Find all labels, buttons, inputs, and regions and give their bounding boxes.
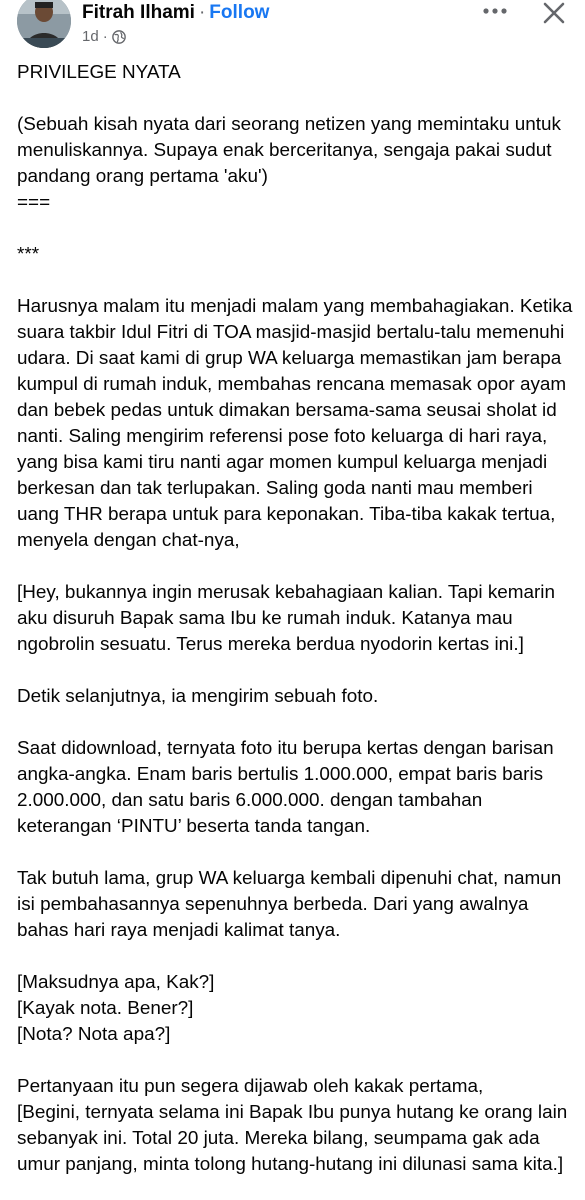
avatar-photo xyxy=(17,0,71,48)
post-text xyxy=(17,60,577,1178)
post-meta xyxy=(82,27,126,47)
more-horizontal-icon xyxy=(482,7,508,15)
post-paragraph: Tak butuh lama, grup WA keluarga kembali dipenuhi chat, namun isi pembahasannya sepenuhnya berbeda. Dari yang awalnya bahas hari raya menjadi kalimat tanya. xyxy=(17,868,562,941)
meta-separator: · xyxy=(102,28,108,45)
post-paragraph-intro: (Sebuah kisah nyata dari seorang netizen yang memintaku untuk menuliskannya. Supaya enak berceritanya, sengaja pakai sudut pandang orang pertama 'aku') === xyxy=(17,114,561,213)
close-icon xyxy=(542,1,566,25)
post-paragraph-chat-quotes: [Maksudnya apa, Kak?] [Kayak nota. Bener?] [Nota? Nota apa?] xyxy=(17,972,215,1045)
post-paragraph: Saat didownload, ternyata foto itu berupa kertas dengan barisan angka-angka. Enam baris bertulis 1.000.000, empat baris baris 2.000.000, dan satu baris 6.000.000. dengan tambahan keterangan ‘PINTU’ beserta tanda tangan. xyxy=(17,738,554,837)
post-timestamp[interactable]: 1d xyxy=(82,28,99,45)
post-paragraph: Pertanyaan itu pun segera dijawab oleh kakak pertama, [Begini, ternyata selama ini Bapak Ibu punya hutang ke orang lain sebanyak ini. Total 20 juta. Mereka bilang, seumpama gak ada umur panjang, minta tolong hutang-hutang ini dilunasi sama kita.] xyxy=(17,1076,568,1175)
follow-button[interactable]: Follow xyxy=(209,2,270,23)
globe-icon[interactable] xyxy=(112,30,126,44)
more-options-button[interactable] xyxy=(478,0,512,22)
post-paragraph-title: PRIVILEGE NYATA xyxy=(17,62,181,83)
author-line xyxy=(82,0,269,26)
name-separator: · xyxy=(198,2,206,23)
post-paragraph-separator: *** xyxy=(17,244,40,265)
post-paragraph: [Hey, bukannya ingin merusak kebahagiaan kalian. Tapi kemarin aku disuruh Bapak sama Ibu ke rumah induk. Katanya mau ngobrolin sesuatu. Terus mereka berdua nyodorin kertas ini.] xyxy=(17,582,556,655)
post-paragraph: Harusnya malam itu menjadi malam yang membahagiakan. Ketika suara takbir Idul Fitri di TOA masjid-masjid bertalu-talu memenuhi udara. Di saat kami di grup WA keluarga memastikan jam berapa kumpul di rumah induk, membahas rencana memasak opor ayam dan bebek pedas untuk dimakan bersama-sama seusai sholat id nanti. Saling mengirim referensi pose foto keluarga di hari raya, yang bisa kami tiru nanti agar momen kumpul keluarga menjadi berkesan dan tak terlupakan. Saling goda nanti mau memberi uang THR berapa untuk para keponakan. Tiba-tiba kakak tertua, menyela dengan chat-nya, xyxy=(17,296,573,551)
author-name[interactable]: Fitrah Ilhami xyxy=(82,2,195,23)
close-button[interactable] xyxy=(538,0,570,26)
post-header xyxy=(0,0,585,52)
post-paragraph: Detik selanjutnya, ia mengirim sebuah foto. xyxy=(17,686,379,707)
avatar[interactable] xyxy=(17,0,71,48)
